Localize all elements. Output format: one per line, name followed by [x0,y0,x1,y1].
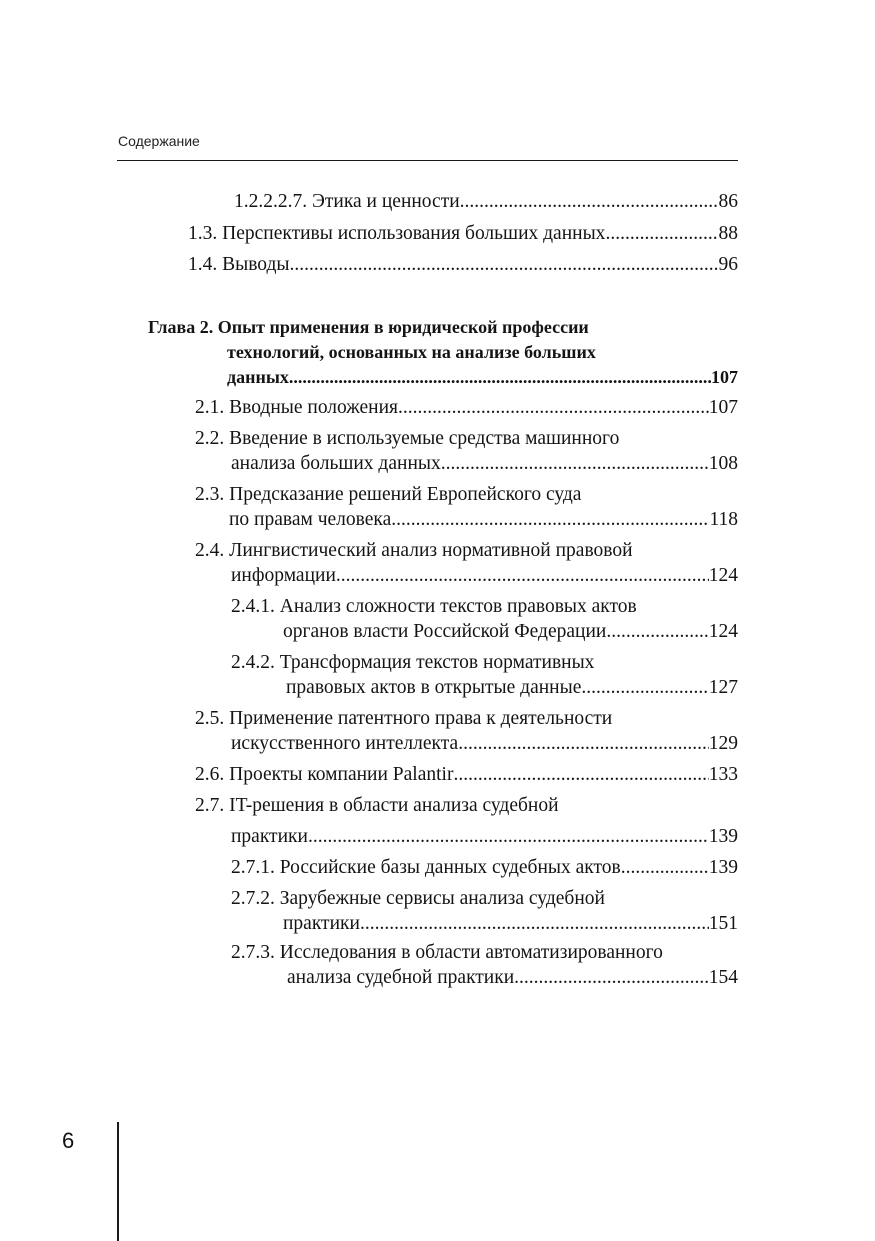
toc-entry-2-7-2 [283,912,738,936]
toc-entry-page: 127 [708,677,738,698]
chapter-2-title-line-1: Глава 2. Опыт применения в юридической профессии [148,317,589,337]
toc-entry-label: 1.2.2.2.7. Этика и ценности [234,191,460,212]
toc-entry-2-4-2-line-1: 2.4.2. Трансформация текстов нормативных [231,652,595,673]
toc-entry-page: 133 [708,764,738,785]
toc-entry-label: информации [231,565,336,586]
toc-entry-2-6 [195,763,738,787]
toc-entry-label: правовых актов в открытые данные [286,677,582,698]
toc-entry-2-7-2-line-1: 2.7.2. Зарубежные сервисы анализа судебной [231,888,605,909]
toc-entry-label: 2.1. Вводные положения [195,397,399,418]
leader-dots [360,912,709,936]
toc-entry-2-4 [231,564,738,588]
toc-entry-page: 118 [709,509,738,530]
page-number: 6 [62,1128,75,1153]
toc-entry-1-3 [188,222,738,246]
toc-entry-2-4-1 [283,620,738,644]
toc-entry-label: анализа больших данных [231,453,441,474]
leader-dots [581,676,708,700]
toc-entry-label: 2.7.1. Российские базы данных судебных актов [231,857,621,878]
toc-entry-2-2-line-1: 2.2. Введение в используемые средства машинного [195,428,620,449]
toc-entry-2-7-line-1: 2.7. IT-решения в области анализа судебной [195,795,559,816]
leader-dots [289,365,711,389]
toc-entry-2-4-line-1: 2.4. Лингвистический анализ нормативной правовой [195,540,633,561]
toc-entry-2-2 [231,452,738,476]
toc-entry-page: 124 [708,621,738,642]
chapter-2-title-line-2: технологий, основанных на анализе больших [227,342,596,362]
toc-entry-label: данных [227,367,289,387]
toc-entry-label: практики [231,826,308,847]
toc-entry-2-5 [231,732,738,756]
toc-entry-page: 96 [718,254,738,275]
toc-entry-2-7-3-line-1: 2.7.3. Исследования в области автоматизированного [231,942,663,963]
leader-dots [605,222,718,246]
toc-entry-page: 107 [711,367,738,387]
leader-dots [290,253,719,277]
toc-entry-label: 1.3. Перспективы использования больших данных [188,223,606,244]
toc-entry-label: анализа судебной практики [287,967,515,988]
toc-entry-label: практики [283,913,360,934]
toc-entry-label: искусственного интеллекта [231,733,459,754]
toc-entry-2-1 [195,396,738,420]
leader-dots [441,452,709,476]
margin-rule [117,1122,119,1241]
toc-entry-page: 88 [718,223,738,244]
toc-entry-page: 108 [708,453,738,474]
toc-entry-chapter-2 [227,365,738,389]
toc-entry-2-7 [231,825,738,849]
leader-dots [398,396,709,420]
toc-entry-2-3 [229,508,738,532]
toc-entry-label: 1.4. Выводы [188,254,290,275]
toc-entry-2-3-line-1: 2.3. Предсказание решений Европейского суда [195,484,582,505]
toc-entry-label: 2.6. Проекты компании Palantir [195,764,454,785]
toc-entry-1-4 [188,253,738,277]
toc-entry-page: 124 [708,565,738,586]
toc-entry-page: 139 [708,857,738,878]
leader-dots [606,620,708,644]
leader-dots [336,564,709,588]
toc-entry-page: 129 [708,733,738,754]
running-head: Содержание [118,133,200,149]
toc-entry-1-2-2-2-7 [234,190,738,214]
leader-dots [621,856,709,880]
leader-dots [308,825,709,849]
toc-entry-2-4-2 [286,676,738,700]
leader-dots [458,732,709,756]
toc-entry-page: 139 [708,826,738,847]
leader-dots [514,966,709,990]
toc-entry-page: 86 [718,191,738,212]
leader-dots [453,763,708,787]
leader-dots [391,508,709,532]
toc-entry-2-4-1-line-1: 2.4.1. Анализ сложности текстов правовых актов [231,596,637,617]
toc-entry-label: органов власти Российской Федерации [283,621,607,642]
toc-entry-2-7-3 [287,966,738,990]
toc-entry-page: 151 [708,913,738,934]
toc-entry-2-5-line-1: 2.5. Применение патентного права к деятельности [195,708,613,729]
toc-entry-2-7-1 [231,856,738,880]
toc-entry-page: 154 [708,967,738,988]
toc-entry-label: по правам человека [229,509,392,530]
leader-dots [460,190,719,214]
toc-entry-page: 107 [708,397,738,418]
